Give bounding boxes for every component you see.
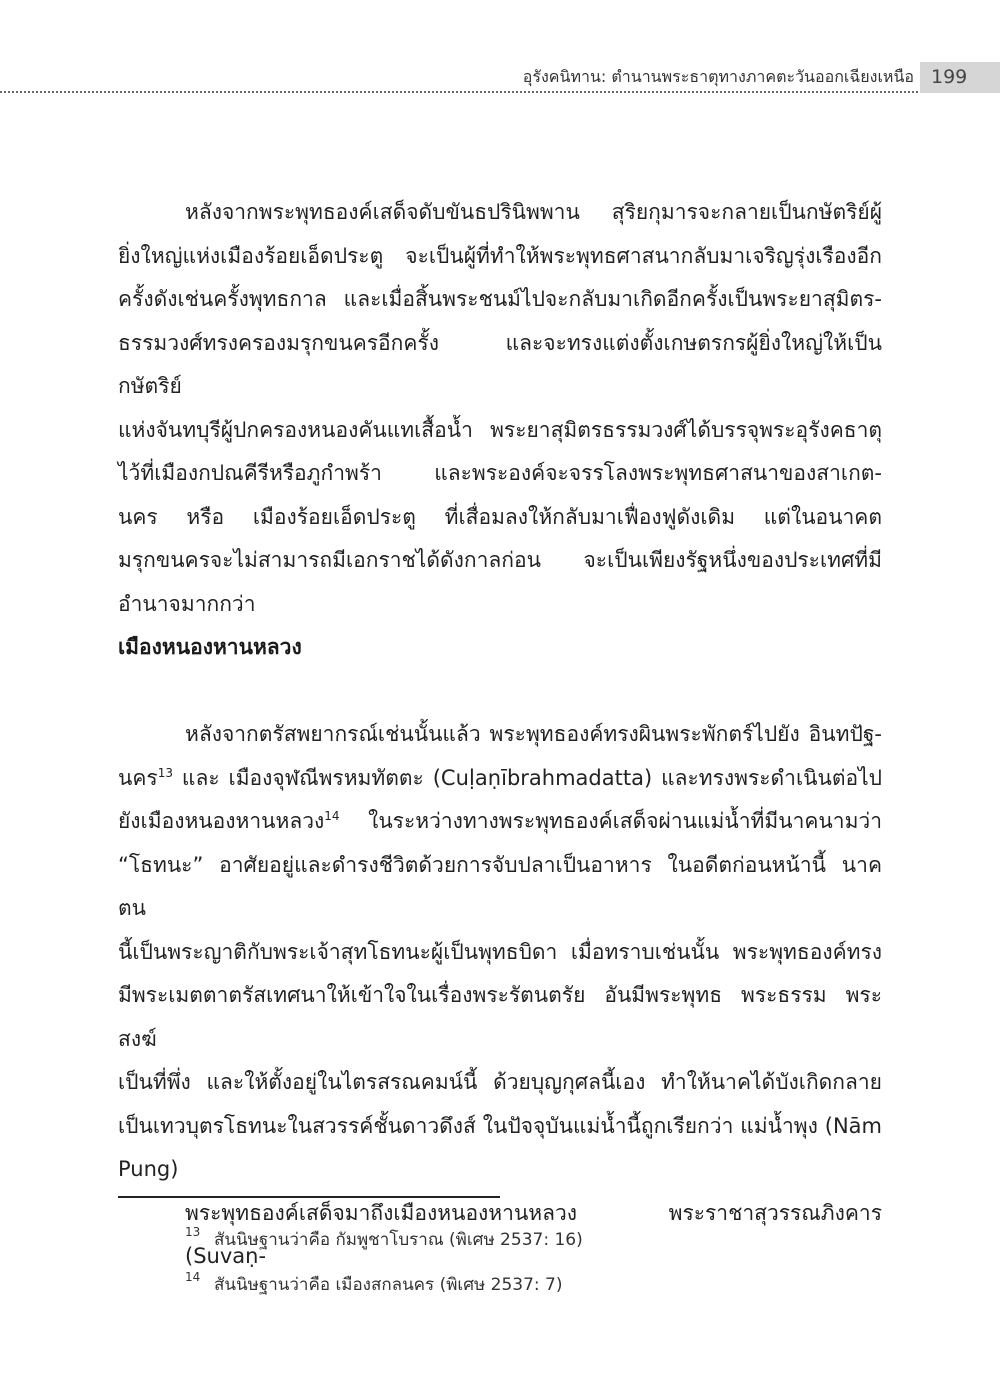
line-text: ในระหว่างทางพระพุทธองค์เสด็จผ่านแม่น้ำที่มีนาคนามว่า	[339, 809, 882, 833]
paragraph-line: หลังจากตรัสพยากรณ์เช่นนั้นแล้ว พระพุทธองค์ทรงผินพระพักตร์ไปยัง อินทปัฐ-	[185, 722, 882, 746]
footnote-ref-13: 13	[157, 765, 173, 780]
paragraph-line: ครั้งดังเช่นครั้งพุทธกาล และเมื่อสิ้นพระชนม์ไปจะกลับมาเกิดอีกครั้งเป็นพระยาสุมิตร-	[118, 287, 882, 311]
footnote-number: 14	[185, 1270, 201, 1284]
footnote-number: 13	[185, 1225, 201, 1239]
line-text: ยังเมืองหนองหานหลวง	[118, 809, 325, 833]
paragraph-line: เป็นเทวบุตรโธทนะในสวรรค์ชั้นดาวดึงส์ ในปัจจุบันแม่น้ำนี้ถูกเรียกว่า แม่น้ำพุง (Nām	[118, 1113, 882, 1138]
header-dotted-rule	[0, 91, 918, 93]
paragraph-line: มรุกขนครจะไม่สามารถมีเอกราชได้ดังกาลก่อน จะเป็นเพียงรัฐหนึ่งของประเทศที่มี	[118, 548, 882, 572]
running-header-title: อุรังคนิทาน: ตำนานพระธาตุทางภาคตะวันออกเฉียงเหนือ	[522, 67, 914, 86]
paragraph-line	[118, 800, 882, 844]
paragraph-line: Pung)	[118, 1157, 179, 1181]
page-number-box	[920, 62, 1000, 93]
footnote-text: สันนิษฐานว่าคือ เมืองสกลนคร (พิเศษ 2537: 7)	[214, 1275, 563, 1295]
paragraph-line: เป็นที่พึ่ง และให้ตั้งอยู่ในไตรสรณคมน์นี้ ด้วยบุญกุศลนี้เอง ทำให้นาคได้บังเกิดกลาย	[118, 1070, 882, 1094]
paragraph-line: แห่งจันทบุรีผู้ปกครองหนองคันแทเสื้อน้ำ พระยาสุมิตรธรรมวงศ์ได้บรรจุพระอุรังคธาตุ	[118, 417, 882, 442]
paragraph-line: นคร หรือ เมืองร้อยเอ็ดประตู ที่เสื่อมลงให้กลับมาเฟื่องฟูดังเดิม แต่ในอนาคต	[118, 504, 882, 529]
footnote-14	[185, 1263, 885, 1308]
line-text: และ เมืองจุฬณีพรหมทัตตะ (Cuḷaṇībrahmadatta) และทรงพระดำเนินต่อไป	[172, 765, 882, 790]
paragraph-3-line: พระพุทธองค์เสด็จมาถึงเมืองหนองหานหลวง พระราชาสุวรรณภิงคาร (Suvaṇ-	[185, 1200, 882, 1268]
paragraph-line: ธรรมวงศ์ทรงครองมรุกขนครอีกครั้ง และจะทรงแต่งตั้งเกษตรกรผู้ยิ่งใหญ่ให้เป็นกษัตริย์	[118, 330, 882, 398]
paragraph-1	[118, 191, 882, 626]
paragraph-line: หลังจากพระพุทธองค์เสด็จดับขันธปรินิพพาน สุริยกุมารจะกลายเป็นกษัตริย์ผู้	[185, 200, 882, 224]
footnote-rule	[118, 1196, 500, 1198]
section-heading: เมืองหนองหานหลวง	[118, 635, 302, 659]
paragraph-line: นี้เป็นพระญาติกับพระเจ้าสุทโธทนะผู้เป็นพุทธบิดา เมื่อทราบเช่นนั้น พระพุทธองค์ทรง	[118, 939, 882, 964]
paragraph-2	[118, 713, 882, 1279]
footnote-13	[185, 1218, 885, 1263]
paragraph-line: ไว้ที่เมืองกปณคีรีหรือภูกำพร้า และพระองค์จะจรรโลงพระพุทธศาสนาของสาเกต-	[118, 461, 882, 485]
footnote-ref-14: 14	[324, 809, 340, 823]
paragraph-line: อำนาจมากกว่า	[118, 591, 256, 616]
footnotes	[185, 1218, 885, 1308]
page-number: 199	[931, 66, 968, 88]
paragraph-line: มีพระเมตตาตรัสเทศนาให้เข้าใจในเรื่องพระรัตนตรัย อันมีพระพุทธ พระธรรม พระสงฆ์	[118, 983, 882, 1051]
paragraph-line: ยิ่งใหญ่แห่งเมืองร้อยเอ็ดประตู จะเป็นผู้ที่ทำให้พระพุทธศาสนากลับมาเจริญรุ่งเรืองอีก	[118, 243, 882, 268]
paragraph-line: “โธทนะ” อาศัยอยู่และดำรงชีวิตด้วยการจับปลาเป็นอาหาร ในอดีตก่อนหน้านี้ นาคตน	[118, 852, 882, 920]
paragraph-line	[118, 757, 882, 801]
line-text: นคร	[118, 765, 158, 790]
footnote-text: สันนิษฐานว่าคือ กัมพูชาโบราณ (พิเศษ 2537: 16)	[214, 1230, 583, 1250]
